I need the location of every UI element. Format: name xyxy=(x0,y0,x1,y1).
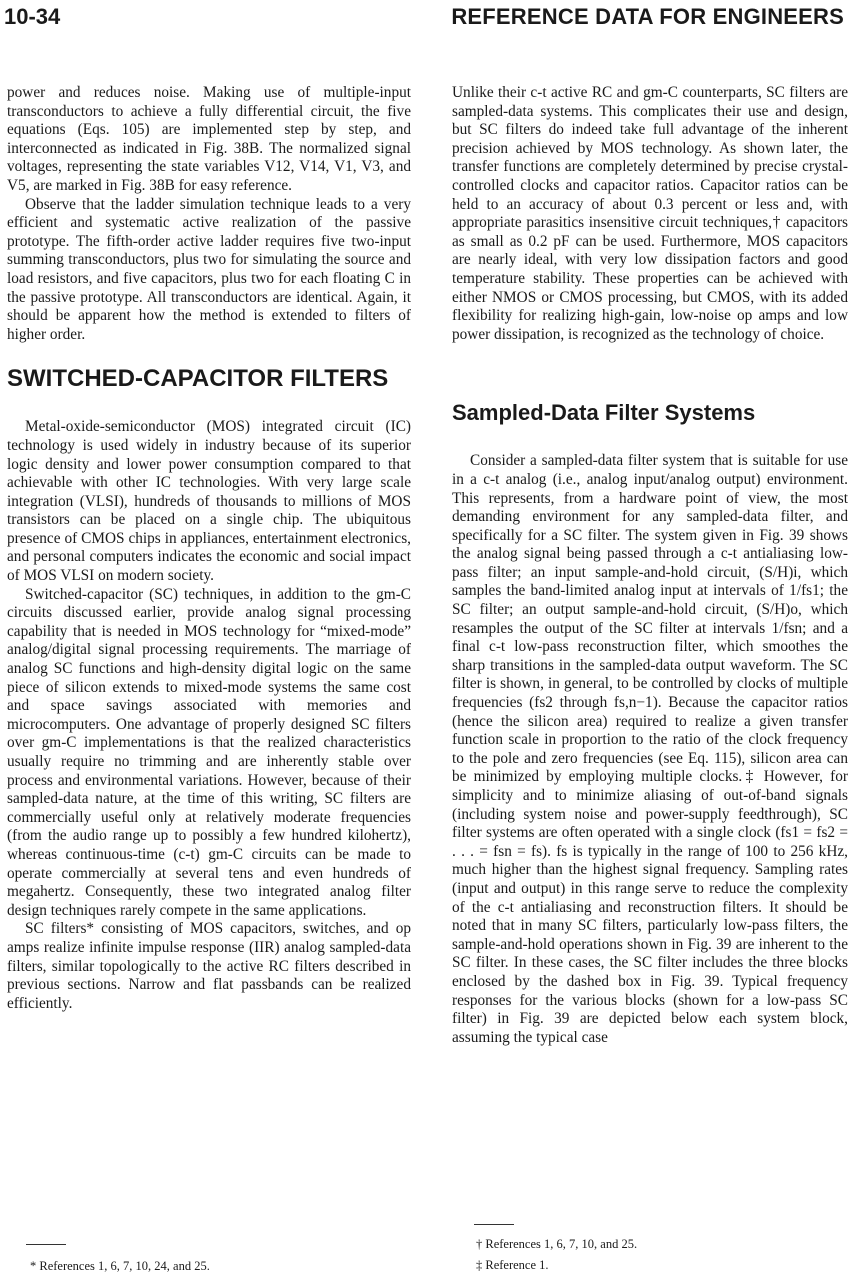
page-number: 10-34 xyxy=(4,4,61,29)
paragraph-sampled-data-systems: Unlike their c-t active RC and gm-C counterparts, SC filters are sampled-data systems. This complicates their use and design, but SC filters do indeed take full advantage of the inherent precision achieved by MOS technology. As shown later, the transfer functions are completely determined by precise crystal-controlled clocks and capacitor ratios. Capacitor ratios can be held to an accuracy of about 0.3 percent or less and, with appropriate parasitics insensitive circuit techniques,† capacitors as small as 0.2 pF can be used. Furthermore, MOS capacitors are nearly ideal, with very low dissipation factors and good temperature stability. These properties can be achieved with either NMOS or CMOS processing, but CMOS, with its added flexibility for realizing high-gain, low-noise op amps and low power dissipation, is recognized as the technology of choice. xyxy=(452,84,848,343)
running-title: REFERENCE DATA FOR ENGINEERS xyxy=(451,4,844,29)
section-heading-switched-capacitor: SWITCHED-CAPACITOR FILTERS xyxy=(7,365,389,393)
paragraph-ladder-observation: Observe that the ladder simulation technique leads to a very efficient and systematic active realization of the passive prototype. The fifth-order active ladder requires five two-input summing transconductors, plus two for simulating the source and load resistors, and five capacitors, plus two for each floating C in the passive prototype. All transconductors are identical. Again, it should be apparent how the method is extended to filters of higher order. xyxy=(7,195,411,343)
paragraph-ladder-implementation: power and reduces noise. Making use of multiple-input transconductors to achieve a fully differential circuit, the five equations (Eqs. 105) are implemented step by step, and interconnected as indicated in Fig. 38B. The normalized signal voltages, representing the state variables V12, V14, V1, V3, and V5, are marked in Fig. 38B for easy reference. xyxy=(7,84,411,194)
footnote-rule-left xyxy=(26,1244,66,1245)
paragraph-sampled-data-filter-system: Consider a sampled-data filter system that is suitable for use in a c-t analog (i.e., analog input/analog output) environment. This represents, from a hardware point of view, the most demanding environment for any sampled-data filter, and specifically for a SC filter. The system given in Fig. 39 shows the analog signal being passed through a c-t antialiasing low-pass filter; an input sample-and-hold circuit, (S/H)i, which samples the band-limited analog input at intervals of 1/fs1; the SC filter; an output sample-and-hold circuit, (S/H)o, which resamples the output of the SC filter at intervals 1/fsn; and a final c-t low-pass reconstruction filter, which smoothes the sharp transitions in the sampled-data output waveform. The SC filter is shown, in general, to be controlled by clocks of multiple frequencies (fs2 through fs,n−1). Because the capacitor ratios (hence the silicon area) required to realize a given transfer function scale in proportion to the ratio of the clock frequency to the pole and zero frequencies (see Eq. 115), silicon area can be minimized by employing multiple clocks.‡ However, for simplicity and to minimize aliasing of out-of-band signals (including system noise and power-supply feedthrough), SC filter systems are often operated with a single clock (fs1 = fs2 = . . . = fsn = fs). fs is typically in the range of 100 to 256 kHz, much higher than the highest signal frequency. Sampling rates (input and output) in this range serve to reduce the complexity of the c-t antialiasing and reconstruction filters. It should be noted that in many SC filters, particularly low-pass filters, the sample-and-hold operations shown in Fig. 39 are inherent to the SC filter. In these cases, the SC filter includes the three blocks enclosed by the dashed box in Fig. 39. Typical frequency responses for the various blocks (shown for a low-pass SC filter) in Fig. 39 are depicted below each system block, assuming the typical case xyxy=(452,452,848,1046)
footnote-right-dagger: † References 1, 6, 7, 10, and 25. xyxy=(476,1237,638,1251)
paragraph-mos-technology: Metal-oxide-semiconductor (MOS) integrated circuit (IC) technology is used widely in industry because of its superior logic density and lower power consumption compared to that achievable with other IC technologies. With very large scale integration (VLSI), hundreds of thousands to millions of MOS transistors can be placed on a single chip. The ubiquitous presence of CMOS chips in appliances, entertainment electronics, and personal computers indicates the economic and social impact of MOS VLSI on modern society. xyxy=(7,418,411,585)
footnote-rule-right xyxy=(474,1224,514,1225)
paragraph-sc-filters: SC filters* consisting of MOS capacitors, switches, and op amps realize infinite impulse response (IIR) analog sampled-data filters, similar topologically to the active RC filters described in previous sections. Narrow and flat passbands can be realized efficiently. xyxy=(7,920,411,1012)
page-header xyxy=(4,2,844,38)
left-column xyxy=(7,84,411,1013)
footnote-right-double-dagger: ‡ Reference 1. xyxy=(476,1258,549,1272)
subsection-heading-sampled-data: Sampled-Data Filter Systems xyxy=(452,400,756,426)
paragraph-sc-techniques: Switched-capacitor (SC) techniques, in addition to the gm-C circuits discussed earlier, provide analog signal processing capability that is needed in MOS technology for “mixed-mode” analog/digital signal processing requirements. The marriage of analog SC functions and high-density digital logic on the same piece of silicon extends to mixed-mode systems the same cost and space savings associated with memories and microcomputers. One advantage of properly designed SC filters over gm-C implementations is that the realized characteristics usually require no trimming and are inherently stable over process and environmental variations. However, because of their sampled-data nature, at the time of this writing, SC filters are commercially useful only at relatively moderate frequencies (from the audio range up to possibly a few hundred kilohertz), whereas continuous-time (c-t) gm-C circuits can be made to operate commercially at several tens and even hundreds of megahertz. Consequently, these two integrated analog filter design techniques rarely compete in the same applications. xyxy=(7,585,411,919)
footnote-left: * References 1, 6, 7, 10, 24, and 25. xyxy=(30,1259,210,1273)
right-column xyxy=(452,84,848,1047)
